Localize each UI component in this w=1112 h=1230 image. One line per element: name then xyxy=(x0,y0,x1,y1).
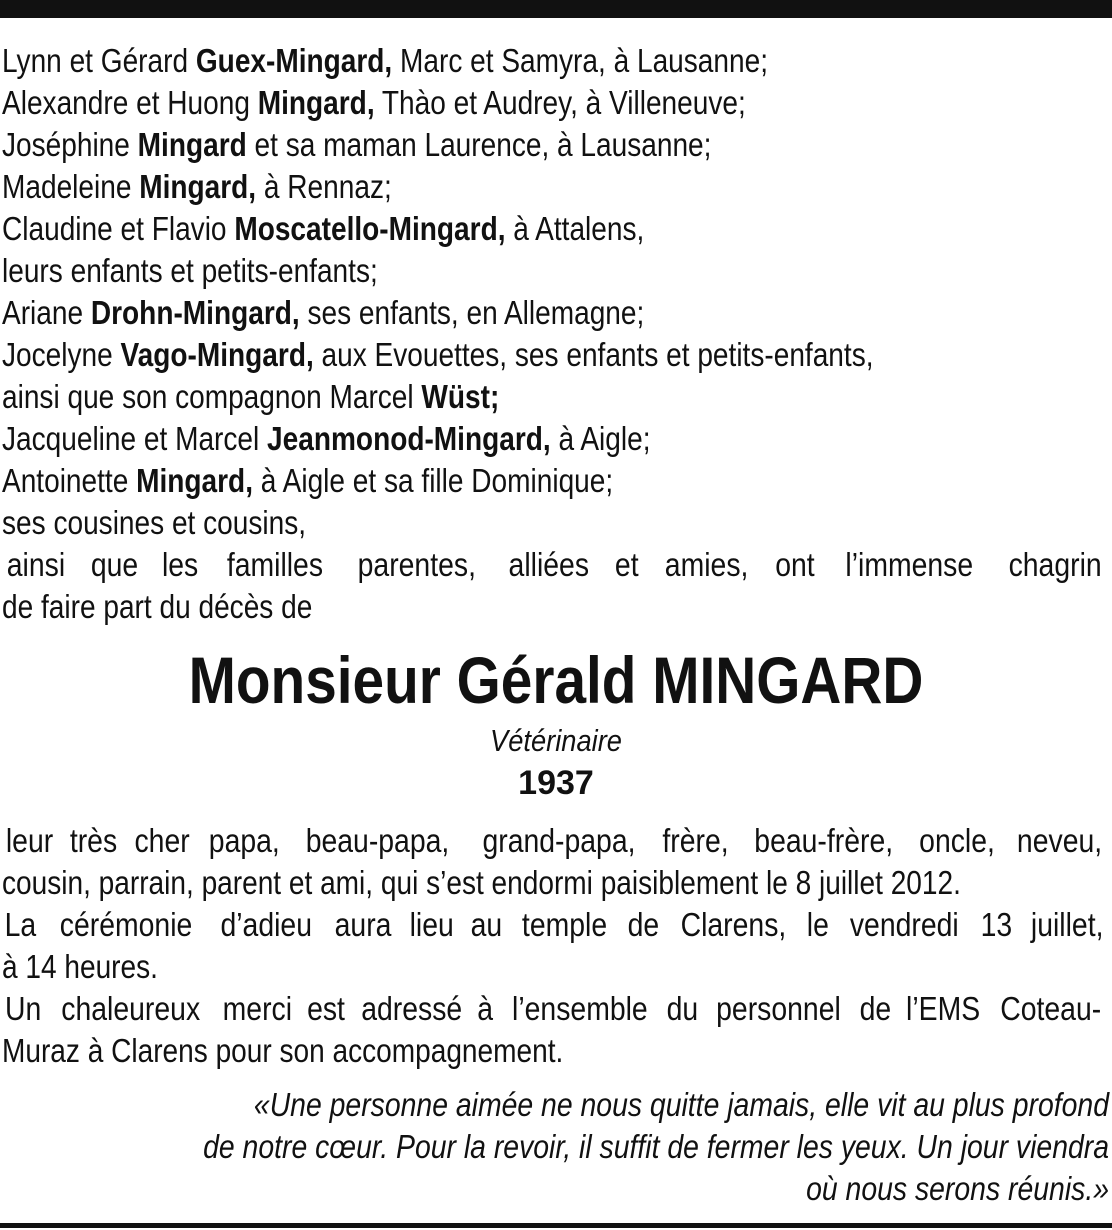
word: parentes, xyxy=(357,546,476,583)
body-line: Muraz à Clarens pour son accompagnement. xyxy=(2,1032,564,1069)
family-line: Antoinette Mingard, à Aigle et sa fille Dominique; xyxy=(2,462,614,499)
word: familles xyxy=(226,546,323,583)
word: alliées xyxy=(508,546,590,583)
family-line: Joséphine Mingard et sa maman Laurence, à Lausanne; xyxy=(2,126,712,163)
family-line: Jocelyne Vago-Mingard, aux Evouettes, ses enfants et petits-enfants, xyxy=(2,336,874,373)
body-line: à 14 heures. xyxy=(2,948,158,985)
body-line-justified xyxy=(2,988,1109,1030)
word: Clarens, xyxy=(680,906,786,943)
bottom-rule xyxy=(0,1223,1112,1228)
family-line: ainsi que son compagnon Marcel Wüst; xyxy=(2,378,500,415)
word: est xyxy=(306,990,345,1027)
quote-line: où nous serons réunis.» xyxy=(806,1170,1109,1207)
announcement-line-end: de faire part du décès de xyxy=(2,588,313,625)
word: juillet, xyxy=(1030,906,1104,943)
word: Coteau- xyxy=(999,990,1101,1027)
body-line-justified xyxy=(2,904,1109,946)
body-line: cousin, parrain, parent et ami, qui s’est endormi paisiblement le 8 juillet 2012. xyxy=(2,864,961,901)
word: papa, xyxy=(208,822,280,859)
word: l’EMS xyxy=(905,990,980,1027)
word: les xyxy=(162,546,199,583)
family-line: leurs enfants et petits-enfants; xyxy=(2,252,378,289)
word: adressé xyxy=(361,990,463,1027)
word: beau-frère, xyxy=(753,822,893,859)
family-line: Madeleine Mingard, à Rennaz; xyxy=(2,168,392,205)
top-rule xyxy=(0,0,1112,18)
word: Un xyxy=(4,990,42,1027)
word: du xyxy=(666,990,699,1027)
word: et xyxy=(614,546,639,583)
word: chaleureux xyxy=(61,990,201,1027)
deceased-birth-year: 1937 xyxy=(518,764,594,802)
word: vendredi xyxy=(849,906,959,943)
word: temple xyxy=(522,906,608,943)
word: frère, xyxy=(662,822,729,859)
word: merci xyxy=(222,990,293,1027)
word: chagrin xyxy=(1008,546,1102,583)
word: La xyxy=(4,906,37,943)
word: l’ensemble xyxy=(511,990,648,1027)
word: l’immense xyxy=(845,546,974,583)
deceased-profession: Vétérinaire xyxy=(490,723,622,758)
quote-line: «Une personne aimée ne nous quitte jamais, elle vit au plus profond xyxy=(253,1086,1109,1123)
family-line: Jacqueline et Marcel Jeanmonod-Mingard, à Aigle; xyxy=(2,420,651,457)
word: amies, xyxy=(664,546,749,583)
family-list xyxy=(2,40,1109,628)
word: ainsi xyxy=(6,546,66,583)
word: ont xyxy=(775,546,815,583)
family-line: ses cousines et cousins, xyxy=(2,504,307,541)
word: très xyxy=(69,822,118,859)
body-text xyxy=(2,820,1109,1072)
announcement-line xyxy=(2,544,1109,586)
word: le xyxy=(806,906,829,943)
body-line-justified xyxy=(2,820,1109,862)
word: que xyxy=(90,546,139,583)
word: cher xyxy=(134,822,190,859)
word: neveu, xyxy=(1016,822,1102,859)
word: beau-papa, xyxy=(305,822,450,859)
word: oncle, xyxy=(919,822,995,859)
word: de xyxy=(627,906,659,943)
word: cérémonie xyxy=(59,906,193,943)
word: 13 xyxy=(980,906,1012,943)
word: d’adieu xyxy=(220,906,313,943)
quote-line: de notre cœur. Pour la revoir, il suffit de fermer les yeux. Un jour viendra xyxy=(203,1128,1109,1165)
deceased-name: Monsieur Gérald MINGARD xyxy=(188,643,924,717)
word: aura xyxy=(334,906,392,943)
family-line: Ariane Drohn-Mingard, ses enfants, en Allemagne; xyxy=(2,294,645,331)
family-line: Lynn et Gérard Guex-Mingard, Marc et Samyra, à Lausanne; xyxy=(2,42,768,79)
word: à xyxy=(477,990,494,1027)
word: au xyxy=(470,906,503,943)
word: lieu xyxy=(410,906,455,943)
word: leur xyxy=(5,822,54,859)
word: personnel xyxy=(716,990,842,1027)
closing-quote xyxy=(2,1084,1109,1210)
family-line: Alexandre et Huong Mingard, Thào et Audrey, à Villeneuve; xyxy=(2,84,746,121)
word: de xyxy=(859,990,892,1027)
word: grand-papa, xyxy=(482,822,636,859)
family-line: Claudine et Flavio Moscatello-Mingard, à Attalens, xyxy=(2,210,645,247)
